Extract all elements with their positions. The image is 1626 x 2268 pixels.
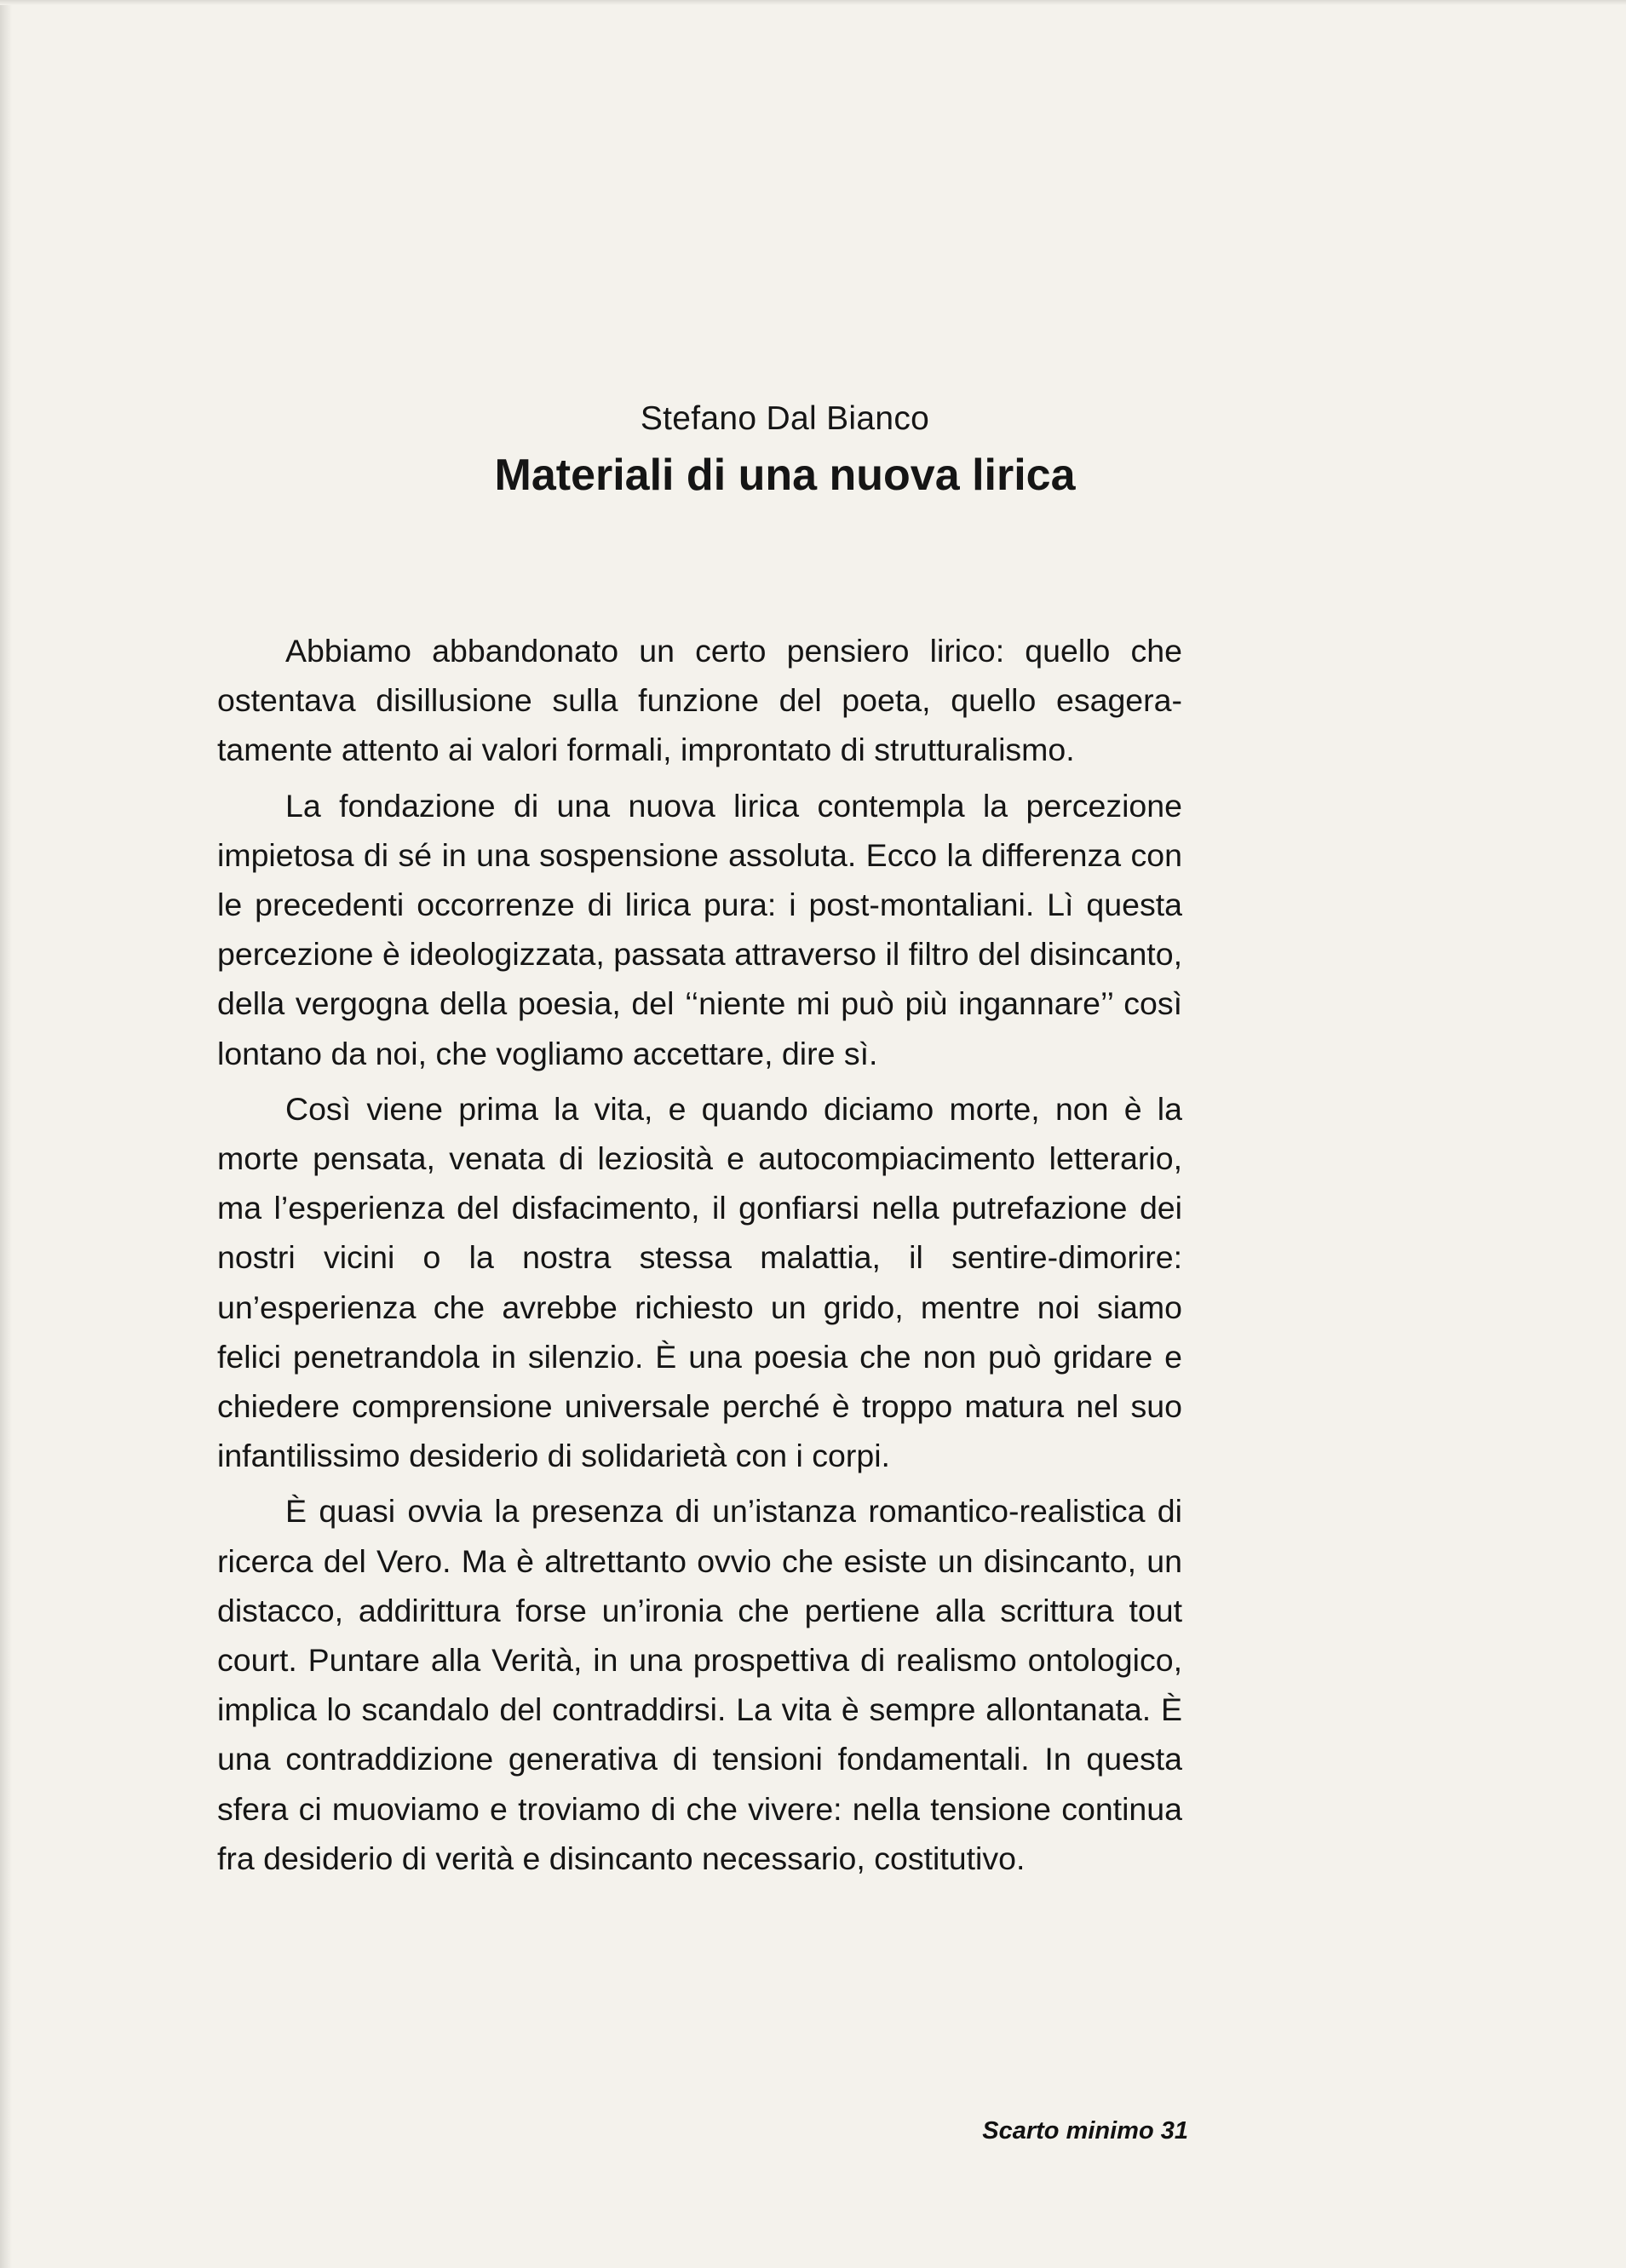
paragraph: Così viene prima la vita, e quando diciamo morte, non è la morte pensata, venata di leziosità e autocompiacimento letterario, ma l’esperienza del disfacimento, il gonfiarsi nella putrefazione dei nostri vicini o la nostra stessa malattia, il sentire-dimorire: un’esperienza che avrebbe richiesto un grido, mentre noi siamo felici penetrandola in silenzio. È una poesia che non può gridare e chiedere comprensione universale perché è troppo matura nel suo infantilissimo desiderio di solidarietà con i corpi. [217,1090,1182,1474]
page-footer: Scarto minimo 31 [982,2117,1188,2145]
article-body [217,626,1182,1889]
paragraph: È quasi ovvia la presenza di un’istanza romantico-realistica di ricerca del Vero. Ma è altrettanto ovvio che esiste un disincanto, un distacco, addirittura forse un’ironia che pertiene alla scrittura tout court. Puntare alla Verità, in una prospettiva di realismo ontologico, implica lo scandalo del contraddirsi. La vita è sempre allontanata. È una contraddizione generativa di tensioni fondamentali. In questa sfera ci muoviamo e troviamo di che vivere: nella tensione continua fra desiderio di verità e disincanto necessario, costitutivo. [217,1493,1182,1876]
paragraph: La fondazione di una nuova lirica contempla la percezione impietosa di sé in una sospensione assoluta. Ecco la differenza con le precedenti occorrenze di lirica pura: i post-montaliani. Lì questa percezione è ideologizzata, passata attraverso il filtro del disincanto, della vergogna della poesia, del ‘‘niente mi può più ingannare’’ così lontano da noi, che vogliamo accettare, dire sì. [217,787,1182,1071]
article-title: Materiali di una nuova lirica [494,451,1076,500]
page-top-shadow [0,0,1626,5]
paragraph: Abbiamo abbandonato un certo pensiero lirico: quello che ostentava disillusione sulla funzione del poeta, quello esageratamente attento ai valori formali, improntato di strutturalismo. [217,633,1182,768]
author-name: Stefano Dal Bianco [640,400,930,437]
page-edge-shadow [0,0,12,2268]
